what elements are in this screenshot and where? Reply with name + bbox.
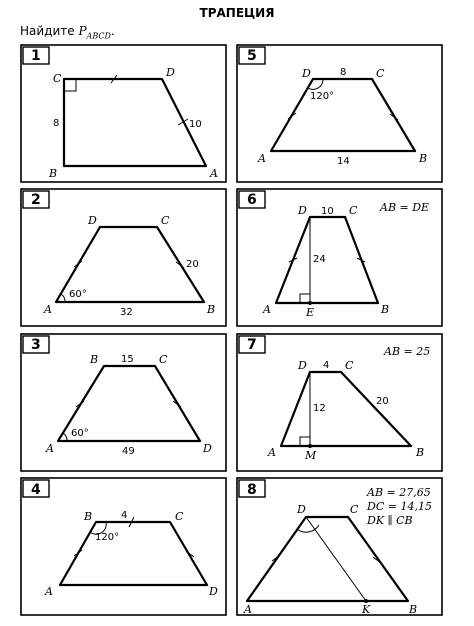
- worksheet-title: ТРАПЕЦИЯ: [199, 6, 275, 20]
- problem-2-vertex-d: D: [88, 214, 97, 227]
- problem-4-top-value: 4: [121, 510, 128, 521]
- problem-5-number: 5: [247, 48, 257, 64]
- problem-7-side-value: 20: [376, 396, 389, 407]
- problem-3-base-value: 49: [122, 446, 135, 457]
- problem-1-vertex-a: A: [210, 167, 218, 180]
- problem-2-vertex-a: A: [44, 303, 52, 316]
- problem-8-condition-2: DC = 14,15: [367, 500, 432, 513]
- problem-7-vertex-d: D: [298, 359, 307, 372]
- problem-2-vertex-c: C: [161, 214, 170, 227]
- problem-4: [21, 478, 226, 615]
- problem-4-number: 4: [31, 482, 41, 498]
- problem-7-vertex-b: B: [416, 446, 425, 459]
- problem-3-angle-value: 60°: [71, 428, 89, 439]
- problem-7-right-angle-mark: [300, 437, 310, 446]
- problem-4-vertex-c: C: [175, 510, 184, 523]
- problem-8-vertex-b: B: [409, 603, 418, 616]
- problem-1-side-da-value: 10: [189, 119, 202, 130]
- problem-2-angle-value: 60°: [69, 289, 87, 300]
- problem-1-vertex-d: D: [166, 66, 175, 79]
- task-suffix: .: [110, 24, 115, 38]
- problem-3-vertex-d: D: [203, 442, 212, 455]
- problem-3-number: 3: [31, 337, 41, 353]
- problem-3-angle-arc: [63, 433, 67, 441]
- problem-5-top-value: 8: [340, 67, 347, 78]
- problem-6-vertex-a: A: [263, 303, 271, 316]
- problem-7-vertex-a: A: [268, 446, 276, 459]
- problem-8-vertex-a: A: [244, 603, 252, 616]
- problem-2: [21, 189, 226, 326]
- problem-6-number: 6: [247, 192, 257, 208]
- problem-1-side-cb-value: 8: [53, 118, 60, 129]
- problem-5-angle-value: 120°: [310, 91, 335, 102]
- problem-4-vertex-a: A: [45, 585, 53, 598]
- problem-2-side-value: 20: [186, 259, 199, 270]
- problem-2-base-value: 32: [120, 307, 133, 318]
- problem-3-vertex-c: C: [159, 353, 168, 366]
- problem-3-top-value: 15: [121, 354, 134, 365]
- problem-6: [237, 189, 442, 326]
- problem-7-vertex-c: C: [345, 359, 354, 372]
- problem-1-trapezoid: [64, 79, 206, 166]
- problem-1-number: 1: [31, 48, 41, 64]
- task-prefix: Найдите: [20, 24, 79, 38]
- problem-1-vertex-c: C: [53, 72, 62, 85]
- problem-7-top-value: 4: [323, 360, 330, 371]
- problem-2-number: 2: [31, 192, 41, 208]
- problem-3-vertex-a: A: [46, 442, 54, 455]
- problem-6-point-e: [308, 301, 312, 305]
- problem-6-condition: AB = DE: [380, 201, 430, 214]
- problem-8: [237, 478, 442, 616]
- problem-2-vertex-b: B: [207, 303, 216, 316]
- problem-5-vertex-c: C: [376, 67, 385, 80]
- problem-8-number: 8: [247, 482, 257, 498]
- problem-3-vertex-b: B: [90, 353, 99, 366]
- problem-5-vertex-d: D: [302, 67, 311, 80]
- problem-4-vertex-d: D: [209, 585, 218, 598]
- problem-5: [237, 45, 442, 182]
- problem-6-trapezoid: [276, 217, 378, 303]
- problem-1-vertex-b: B: [49, 167, 58, 180]
- problem-2-angle-arc: [61, 294, 65, 302]
- problem-6-vertex-e: E: [306, 306, 315, 319]
- problem-1: [21, 45, 226, 182]
- problem-7-number: 7: [247, 337, 257, 353]
- problem-7-condition: AB = 25: [384, 345, 431, 358]
- problem-8-vertex-d: D: [297, 503, 306, 516]
- problem-6-top-value: 10: [321, 206, 334, 217]
- problem-4-trapezoid: [60, 522, 207, 585]
- problem-7-vertex-m: M: [305, 449, 317, 462]
- problem-6-right-angle-mark: [300, 294, 310, 303]
- problem-7-height-value: 12: [313, 403, 326, 414]
- problem-7-trapezoid: [281, 372, 411, 446]
- problem-8-condition-3: DK ∥ CB: [367, 514, 413, 527]
- problem-7-point-m: [308, 444, 312, 448]
- problem-7: [237, 334, 442, 471]
- problem-4-angle-value: 120°: [95, 532, 120, 543]
- problem-8-vertex-k: K: [362, 603, 371, 616]
- problem-4-vertex-b: B: [84, 510, 93, 523]
- problem-5-vertex-b: B: [419, 152, 428, 165]
- problem-6-vertex-b: B: [381, 303, 390, 316]
- problem-3: [21, 334, 226, 471]
- problem-6-height-value: 24: [313, 254, 326, 265]
- problem-5-base-value: 14: [337, 156, 350, 167]
- problem-1-frame: [21, 45, 226, 182]
- problem-8-condition-1: AB = 27,65: [367, 486, 431, 499]
- problem-1-right-angle-mark: [64, 79, 76, 91]
- problem-5-vertex-a: A: [258, 152, 266, 165]
- task-variable: P: [78, 24, 87, 38]
- problem-6-vertex-c: C: [349, 204, 358, 217]
- problem-6-vertex-d: D: [298, 204, 307, 217]
- task-variable-subscript: ABCD: [86, 31, 111, 41]
- problem-8-vertex-c: C: [350, 503, 359, 516]
- problem-8-trapezoid: [247, 517, 408, 601]
